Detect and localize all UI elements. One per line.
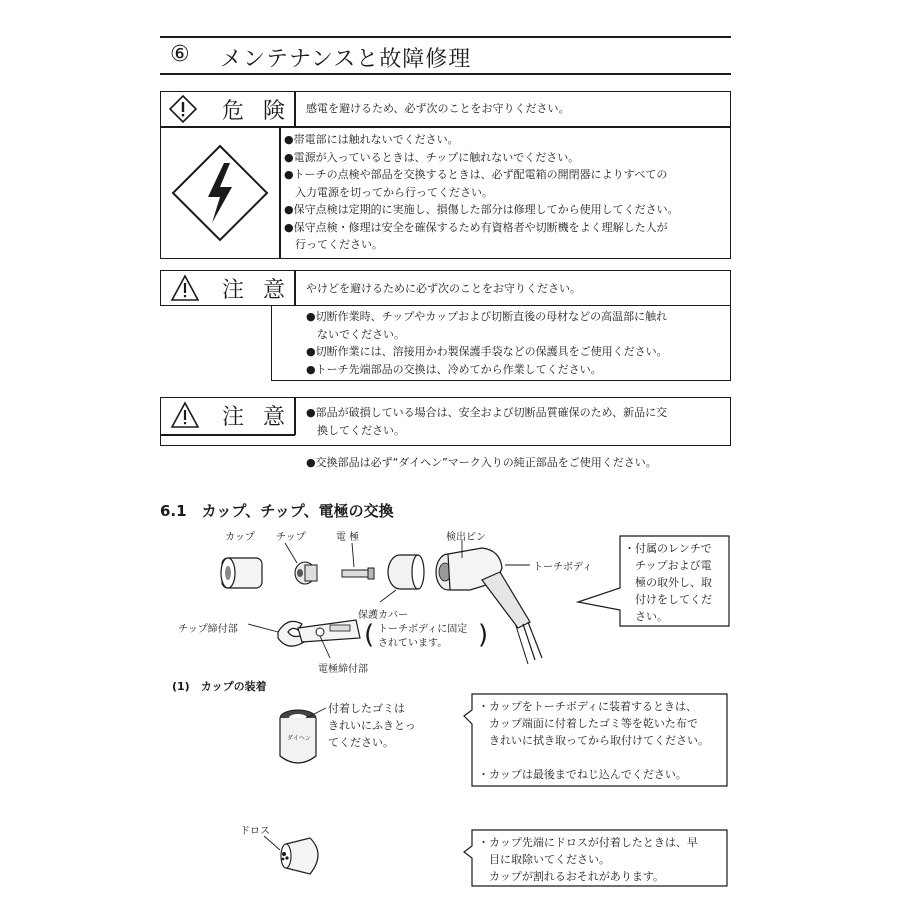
caution1-items (306, 308, 668, 378)
dirt-label (328, 700, 416, 751)
wrench-callout-line: チップおよび電 (624, 559, 712, 572)
caution2-label-text: 注 意 (222, 405, 291, 430)
cup-label: カップ (225, 532, 255, 543)
danger-items (284, 131, 679, 254)
dross-callout-line: カップが割れるおそれがあります。 (478, 870, 665, 883)
tip-label: チップ (276, 532, 306, 543)
section-number: ⑥ (170, 42, 190, 67)
dross-callout-line: 目に取除いてください。 (478, 853, 610, 866)
warning-diamond-icon (168, 94, 198, 124)
cover-note-paren-open: ( (364, 620, 375, 650)
cover-note-line1: トーチボディに固定 (378, 624, 468, 635)
caution1-item: ●切断作業時、チップやカップおよび切断直後の母材などの高温部に触れ (306, 310, 668, 323)
danger-item: ●保守点検は定期的に実施し、損傷した部分は修理してから使用してください。 (284, 203, 679, 216)
cup-install-line: ・カップをトーチボディに装着するときは、 (478, 700, 698, 713)
cover-note-paren-close: ) (478, 620, 489, 650)
caution2-note: ●交換部品は必ず“ダイヘン”マーク入りの純正部品をご使用ください。 (306, 456, 657, 469)
caution2-label-underline (160, 434, 295, 436)
caution1-item: ないでください。 (306, 327, 405, 341)
cup-part (221, 558, 262, 588)
wrench-callout-line: ・付属のレンチで (624, 542, 712, 555)
caution2-label-divider (294, 397, 296, 435)
protective-cover-part (388, 555, 424, 589)
cup-install-callout (478, 698, 709, 783)
detect-pin-label: 検出ピン (446, 532, 486, 543)
danger-item: ●帯電部には触れないでください。 (284, 133, 459, 146)
danger-icon-divider (279, 126, 281, 259)
tip-tighten-label: チップ締付部 (178, 624, 238, 635)
danger-label-divider (294, 91, 296, 127)
svg-text:ダイヘン: ダイヘン (287, 735, 311, 742)
caution2-label (166, 400, 292, 430)
section-title: メンテナンスと故障修理 (220, 47, 472, 72)
caution2-items (306, 404, 667, 439)
torch-body-label: トーチボディ (533, 562, 593, 573)
dirt-label-line: きれいにふきとっ (328, 719, 416, 732)
danger-lead: 感電を避けるため、必ず次のことをお守りください。 (306, 102, 570, 115)
warning-triangle-icon (170, 274, 200, 302)
danger-item: ●保守点検・修理は安全を確保するため有資格者や切断機をよく理解した人が (284, 220, 668, 234)
caution1-label (166, 273, 292, 303)
protect-cover-label: 保護カバー (358, 610, 408, 621)
caution1-label-divider (294, 270, 296, 306)
cup-install-line: ・カップは最後までねじ込んでください。 (478, 768, 687, 781)
dross-callout (478, 834, 698, 885)
electrode-label: 電 極 (336, 532, 360, 543)
wrench-callout-line: さい。 (624, 610, 668, 623)
header-rule-bottom (160, 73, 731, 75)
cover-note-line2: されています。 (378, 638, 448, 649)
wrench-callout-line: 付けをしてくだ (624, 593, 712, 606)
dirt-leader-line (300, 704, 330, 724)
dross-cup-figure (250, 830, 330, 890)
subsection-title: 6.1 カップ、チップ、電極の交換 (160, 502, 394, 520)
header-rule-top (160, 36, 731, 38)
tip-part (295, 562, 317, 584)
warning-triangle-icon (170, 401, 200, 429)
danger-header-divider (160, 126, 731, 128)
danger-label (166, 94, 292, 124)
dross-label: ドロス (240, 826, 270, 837)
wrench-part (278, 620, 360, 646)
caution1-label-text: 注 意 (222, 278, 291, 303)
danger-item: 行ってください。 (284, 238, 383, 251)
danger-item: ●電源が入っているときは、チップに触れないでください。 (284, 150, 580, 164)
cup-install-line (478, 749, 709, 766)
dirt-label-line: 付着したゴミは (328, 702, 405, 715)
danger-item: ●トーチの点検や部品を交換するときは、必ず配電箱の開閉器によりすべての (284, 168, 668, 181)
wrench-callout (624, 540, 712, 625)
caution2-item: 換してください。 (306, 423, 405, 437)
high-voltage-icon (170, 143, 270, 243)
cup-install-line: カップ端面に付着したゴミ等を乾いた布で (478, 717, 698, 730)
caution1-item: ●切断作業には、溶接用かわ製保護手袋などの保護具をご使用ください。 (306, 345, 668, 358)
caution1-item: ●トーチ先端部品の交換は、冷めてから作業してください。 (306, 362, 602, 376)
caution1-lead: やけどを避けるために必ず次のことをお守りください。 (306, 282, 581, 295)
dirt-label-line: てください。 (328, 736, 394, 749)
danger-label-text: 危 険 (222, 99, 291, 124)
dross-callout-line: ・カップ先端にドロスが付着したときは、早 (478, 836, 698, 849)
cup-install-line: きれいに拭き取ってから取付けてください。 (478, 734, 709, 747)
caution2-item: ●部品が破損している場合は、安全および切断品質確保のため、新品に交 (306, 406, 668, 419)
electrode-tighten-label: 電極締付部 (318, 664, 368, 675)
wrench-callout-line: 極の取外し、取 (624, 576, 712, 589)
danger-item: 入力電源を切ってから行ってください。 (284, 185, 493, 199)
step1-heading: (1) カップの装着 (172, 680, 267, 693)
electrode-part (342, 568, 374, 579)
